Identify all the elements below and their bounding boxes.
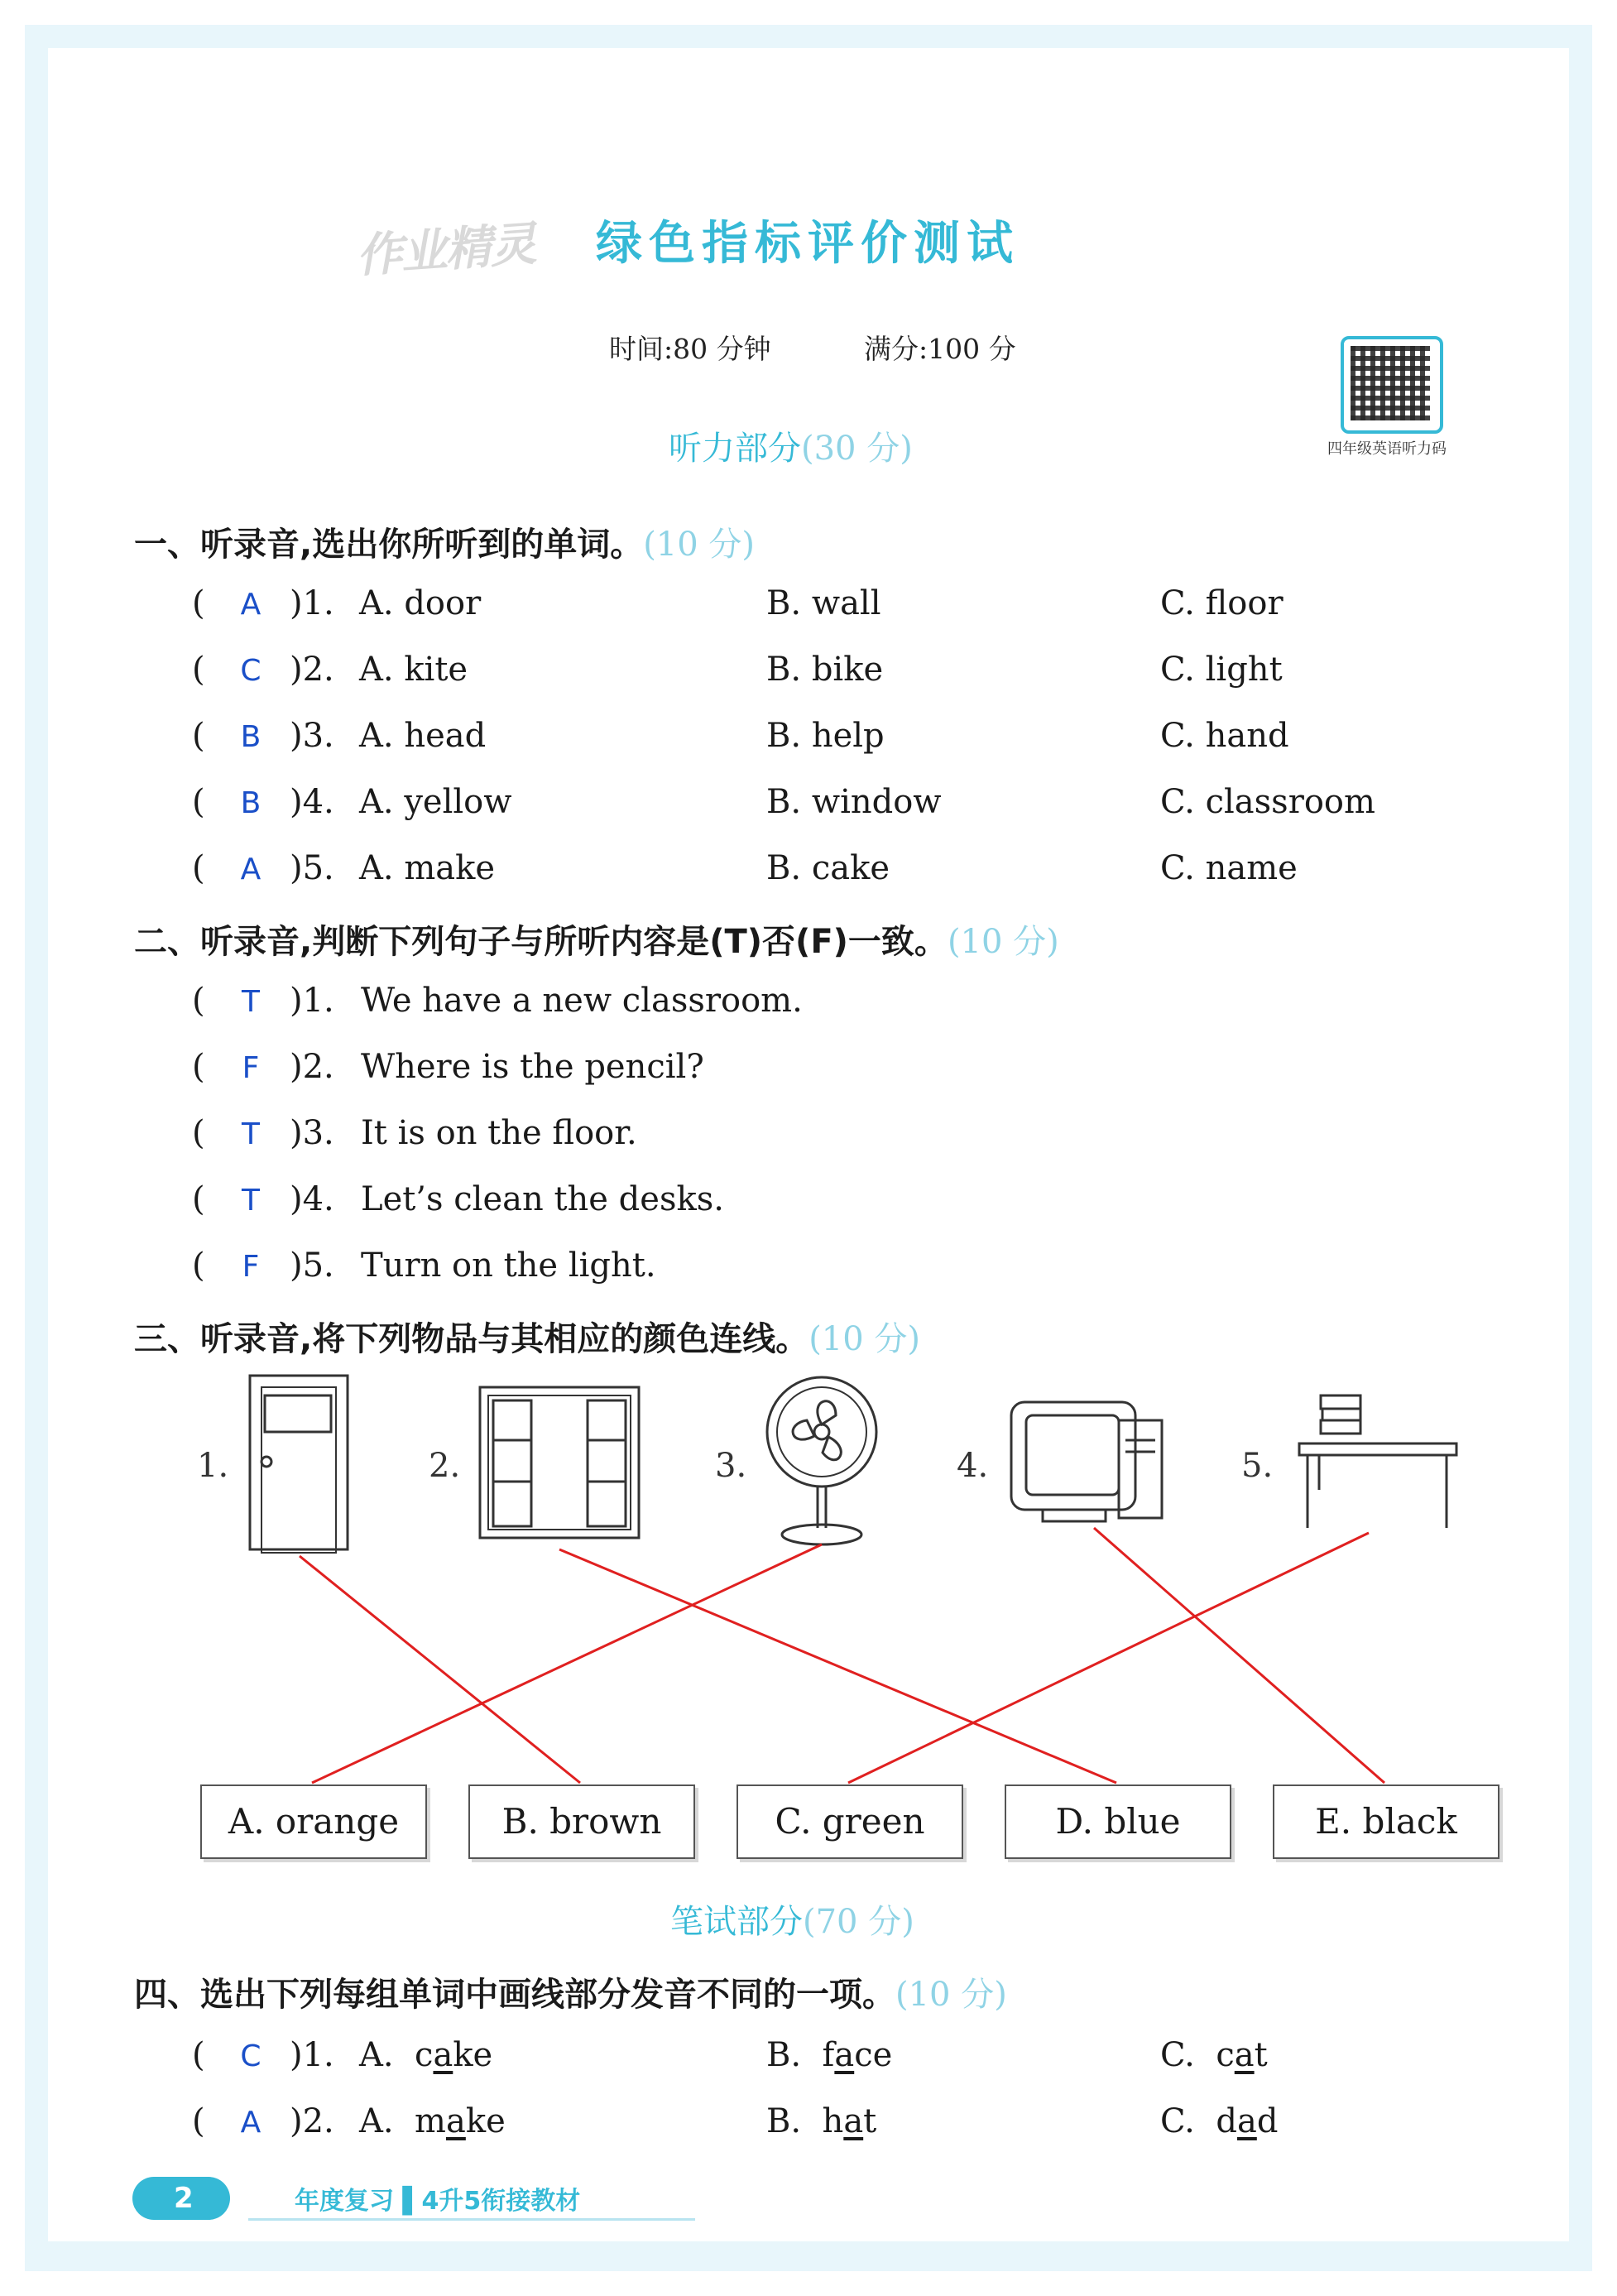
listening-section-title: 听力部分(30 分) [669, 430, 913, 468]
footer-series-title: 年度复习 ▌4升5衔接教材 [295, 2187, 581, 2216]
q2-heading: 二、听录音,判断下列句子与所听内容是(T)否(F)一致。(10 分) [134, 923, 1059, 961]
option-b: B. face [766, 2036, 893, 2074]
item-number: )5. [290, 1246, 334, 1285]
item-number: )2. [290, 2102, 334, 2140]
match-line-2-d [559, 1549, 1116, 1783]
match-line-3-a [312, 1544, 822, 1783]
picture-number-3: 3. [715, 1447, 747, 1485]
picture-number-4: 4. [957, 1447, 989, 1485]
picture-number-1: 1. [197, 1447, 229, 1485]
door-icon [250, 1376, 348, 1553]
answer-mark: C [240, 654, 262, 688]
q1-heading: 一、听录音,选出你所听到的单词。(10 分) [134, 526, 756, 564]
item-number: )4. [290, 783, 334, 821]
answer-mark: T [242, 985, 260, 1019]
option-b: B. cake [766, 849, 890, 887]
full-score: 满分:100 分 [864, 333, 1016, 365]
item-number: )1. [290, 982, 334, 1020]
picture-number-2: 2. [429, 1447, 461, 1485]
option-c: C. cat [1160, 2036, 1268, 2074]
sentence: It is on the floor. [361, 1114, 637, 1152]
color-option-e[interactable]: E. black [1273, 1784, 1499, 1859]
option-b: B. window [766, 783, 942, 821]
item-number: )1. [290, 584, 334, 622]
sentence: Let’s clean the desks. [361, 1180, 724, 1218]
answer-mark: A [240, 588, 262, 622]
desk-icon [1299, 1395, 1456, 1528]
answer-mark: T [242, 1117, 260, 1151]
footer-divider [248, 2218, 695, 2221]
match-lines [300, 1528, 1384, 1783]
option-a: A. cake [359, 2036, 493, 2074]
answer-mark: A [240, 2106, 262, 2140]
sentence: Turn on the light. [361, 1246, 656, 1285]
item-number: )2. [290, 1048, 334, 1086]
option-a: A. door [359, 584, 482, 622]
option-c: C. classroom [1160, 783, 1375, 821]
option-b: B. hat [766, 2102, 877, 2140]
color-option-d[interactable]: D. blue [1005, 1784, 1231, 1859]
option-a: A. yellow [359, 783, 512, 821]
computer-icon [1011, 1402, 1162, 1521]
match-line-4-e [1094, 1528, 1384, 1783]
option-c: C. light [1160, 651, 1283, 689]
item-number: )3. [290, 717, 334, 755]
writing-section-title: 笔试部分(70 分) [670, 1903, 914, 1941]
answer-mark: C [240, 2039, 262, 2073]
fan-icon [767, 1377, 876, 1544]
page-title: 绿色指标评价测试 [596, 217, 1020, 271]
option-b: B. help [766, 717, 885, 755]
q3-heading: 三、听录音,将下列物品与其相应的颜色连线。(10 分) [134, 1320, 921, 1358]
page-number-badge: 2 [132, 2177, 230, 2220]
option-c: C. floor [1160, 584, 1284, 622]
item-number: )5. [290, 849, 334, 887]
item-number: )4. [290, 1180, 334, 1218]
sentence: Where is the pencil? [361, 1048, 704, 1086]
option-a: A. make [359, 2102, 506, 2140]
watermark-logo: 作业精灵 [354, 217, 537, 284]
color-option-c[interactable]: C. green [737, 1784, 963, 1859]
answer-mark: B [240, 720, 262, 754]
q4-heading: 四、选出下列每组单词中画线部分发音不同的一项。(10 分) [134, 1976, 1007, 2014]
answer-mark: B [240, 786, 262, 820]
option-b: B. wall [766, 584, 881, 622]
window-icon [480, 1387, 639, 1538]
option-c: C. dad [1160, 2102, 1279, 2140]
match-line-1-b [300, 1556, 580, 1783]
option-a: A. head [359, 717, 487, 755]
option-b: B. bike [766, 651, 884, 689]
answer-mark: A [240, 853, 262, 886]
picture-number-5: 5. [1241, 1447, 1274, 1485]
option-c: C. name [1160, 849, 1298, 887]
option-c: C. hand [1160, 717, 1289, 755]
item-number: )3. [290, 1114, 334, 1152]
sentence: We have a new classroom. [361, 982, 803, 1020]
answer-mark: F [242, 1250, 260, 1284]
answer-mark: T [242, 1184, 260, 1218]
item-number: )2. [290, 651, 334, 689]
qr-caption: 四年级英语听力码 [1327, 440, 1447, 458]
time-limit: 时间:80 分钟 [609, 333, 771, 365]
color-option-b[interactable]: B. brown [468, 1784, 695, 1859]
item-number: )1. [290, 2036, 334, 2074]
option-a: A. kite [359, 651, 468, 689]
match-line-5-c [848, 1533, 1369, 1783]
option-a: A. make [359, 849, 496, 887]
color-option-a[interactable]: A. orange [200, 1784, 427, 1859]
answer-mark: F [242, 1051, 260, 1085]
